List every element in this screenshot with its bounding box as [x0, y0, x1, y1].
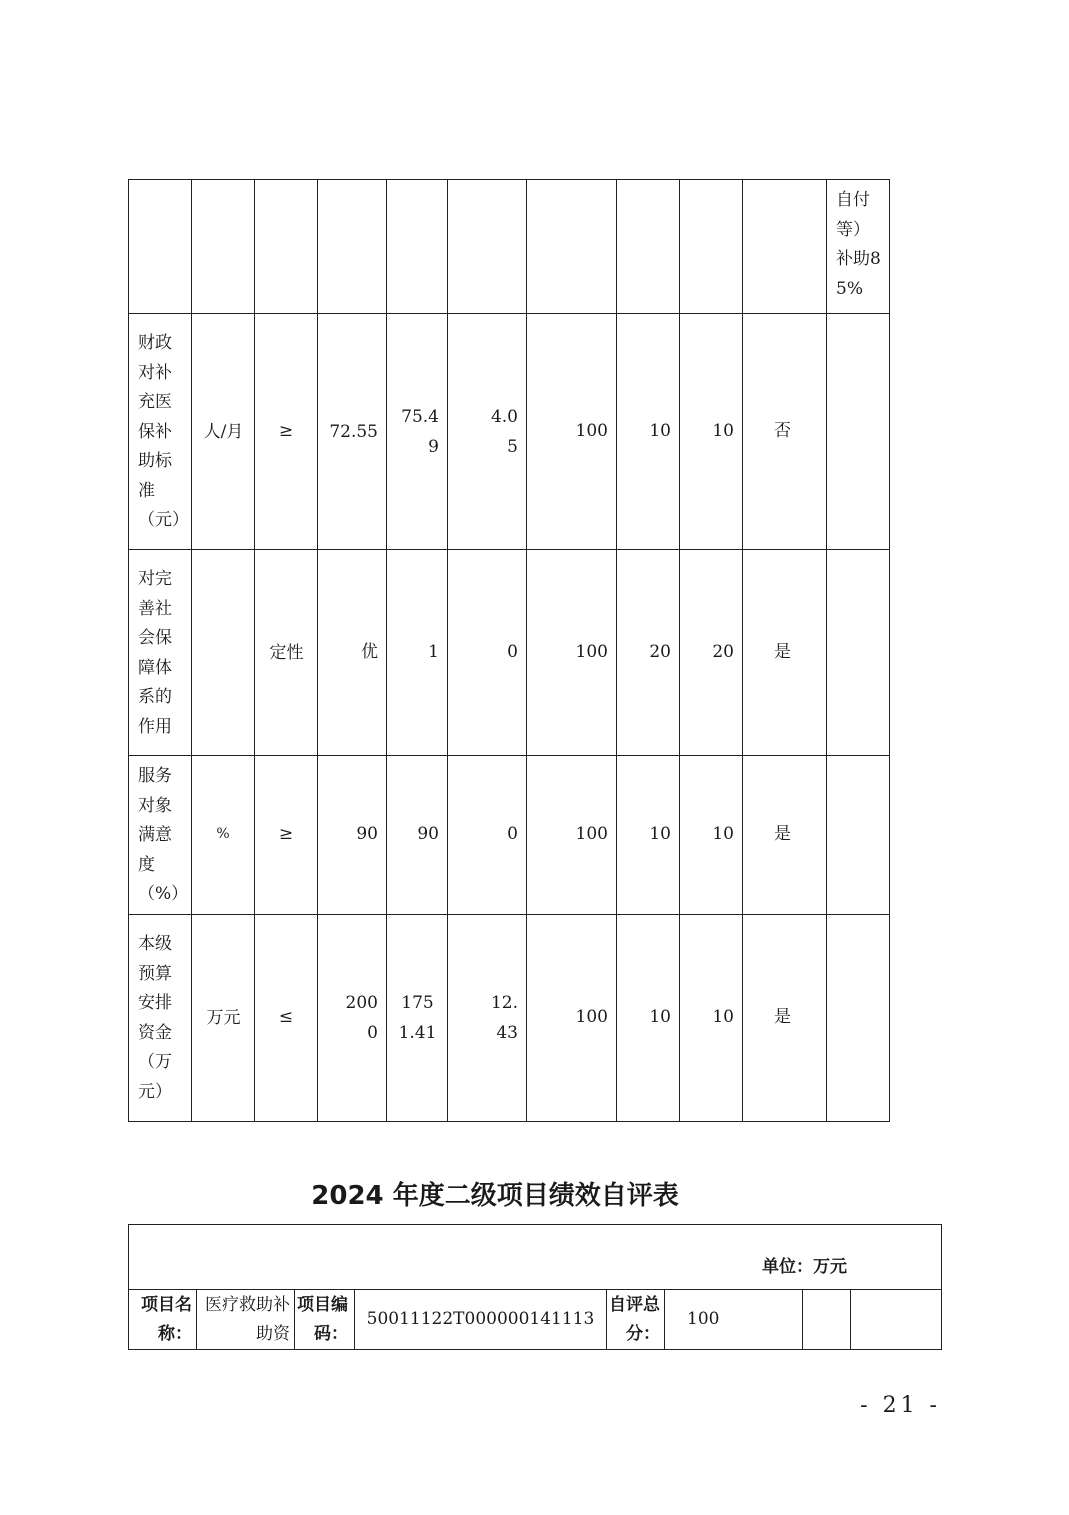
score-cell: 10	[680, 914, 743, 1121]
weight-cell: 10	[617, 756, 680, 915]
table-cell	[255, 180, 318, 314]
score-cell: 10	[680, 314, 743, 550]
table-cell	[680, 180, 743, 314]
unit-cell	[192, 550, 255, 756]
operator-cell: ≥	[255, 314, 318, 550]
remark-cell	[827, 314, 890, 550]
actual-cell: 1	[387, 550, 448, 756]
actual-cell: 1751.41	[387, 914, 448, 1121]
remark-cell	[827, 914, 890, 1121]
table-row	[129, 180, 890, 314]
rate-cell: 100	[527, 314, 617, 550]
operator-cell: ≥	[255, 756, 318, 915]
table-cell	[318, 180, 387, 314]
table-cell	[803, 1290, 851, 1350]
remark-cell: 自付等）补助85%	[827, 180, 890, 314]
table-cell	[527, 180, 617, 314]
table-cell	[387, 180, 448, 314]
score-cell: 10	[680, 756, 743, 915]
achieved-cell: 否	[743, 314, 827, 550]
score-cell: 20	[680, 550, 743, 756]
unit-cell: 万元	[192, 914, 255, 1121]
unit-cell: 人/月	[192, 314, 255, 550]
weight-cell: 10	[617, 314, 680, 550]
table-row	[129, 914, 890, 1121]
operator-cell: ≤	[255, 914, 318, 1121]
target-cell: 2000	[318, 914, 387, 1121]
self-score-value: 100	[665, 1290, 803, 1350]
project-code-value: 50011122T000000141113	[355, 1290, 607, 1350]
indicator-name: 服务对象满意度（%）	[129, 756, 192, 915]
project-code-label: 项目编码：	[295, 1290, 355, 1350]
indicator-name: 对完善社会保障体系的作用	[129, 550, 192, 756]
table-row	[129, 550, 890, 756]
table-cell	[617, 180, 680, 314]
rate-cell: 100	[527, 550, 617, 756]
actual-cell: 75.49	[387, 314, 448, 550]
deviation-cell: 12.43	[448, 914, 527, 1121]
rate-cell: 100	[527, 914, 617, 1121]
target-cell: 72.55	[318, 314, 387, 550]
weight-cell: 10	[617, 914, 680, 1121]
remark-cell	[827, 756, 890, 915]
table-cell	[743, 180, 827, 314]
project-name-label: 项目名称：	[129, 1290, 197, 1350]
table-cell	[129, 180, 192, 314]
indicator-table	[128, 179, 890, 1122]
table-cell	[448, 180, 527, 314]
operator-cell: 定性	[255, 550, 318, 756]
deviation-cell: 0	[448, 550, 527, 756]
indicator-name: 本级预算安排资金（万元）	[129, 914, 192, 1121]
indicator-name: 财政对补充医保补助标准（元）	[129, 314, 192, 550]
table-row	[129, 314, 890, 550]
unit-cell: %	[192, 756, 255, 915]
achieved-cell: 是	[743, 550, 827, 756]
unit-row	[129, 1225, 942, 1290]
table-row	[129, 1290, 942, 1350]
deviation-cell: 4.05	[448, 314, 527, 550]
achieved-cell: 是	[743, 914, 827, 1121]
project-info-table	[128, 1224, 942, 1350]
achieved-cell: 是	[743, 756, 827, 915]
actual-cell: 90	[387, 756, 448, 915]
target-cell: 优	[318, 550, 387, 756]
rate-cell: 100	[527, 756, 617, 915]
remark-cell	[827, 550, 890, 756]
project-name-value: 医疗救助补助资	[197, 1290, 295, 1350]
unit-label: 单位：万元	[129, 1225, 942, 1290]
table-cell	[192, 180, 255, 314]
table-row	[129, 756, 890, 915]
table-cell	[851, 1290, 942, 1350]
self-score-label: 自评总分：	[607, 1290, 665, 1350]
deviation-cell: 0	[448, 756, 527, 915]
target-cell: 90	[318, 756, 387, 915]
page-number: - 21 -	[860, 1393, 941, 1418]
section-title: 2024 年度二级项目绩效自评表	[311, 1181, 679, 1211]
weight-cell: 20	[617, 550, 680, 756]
